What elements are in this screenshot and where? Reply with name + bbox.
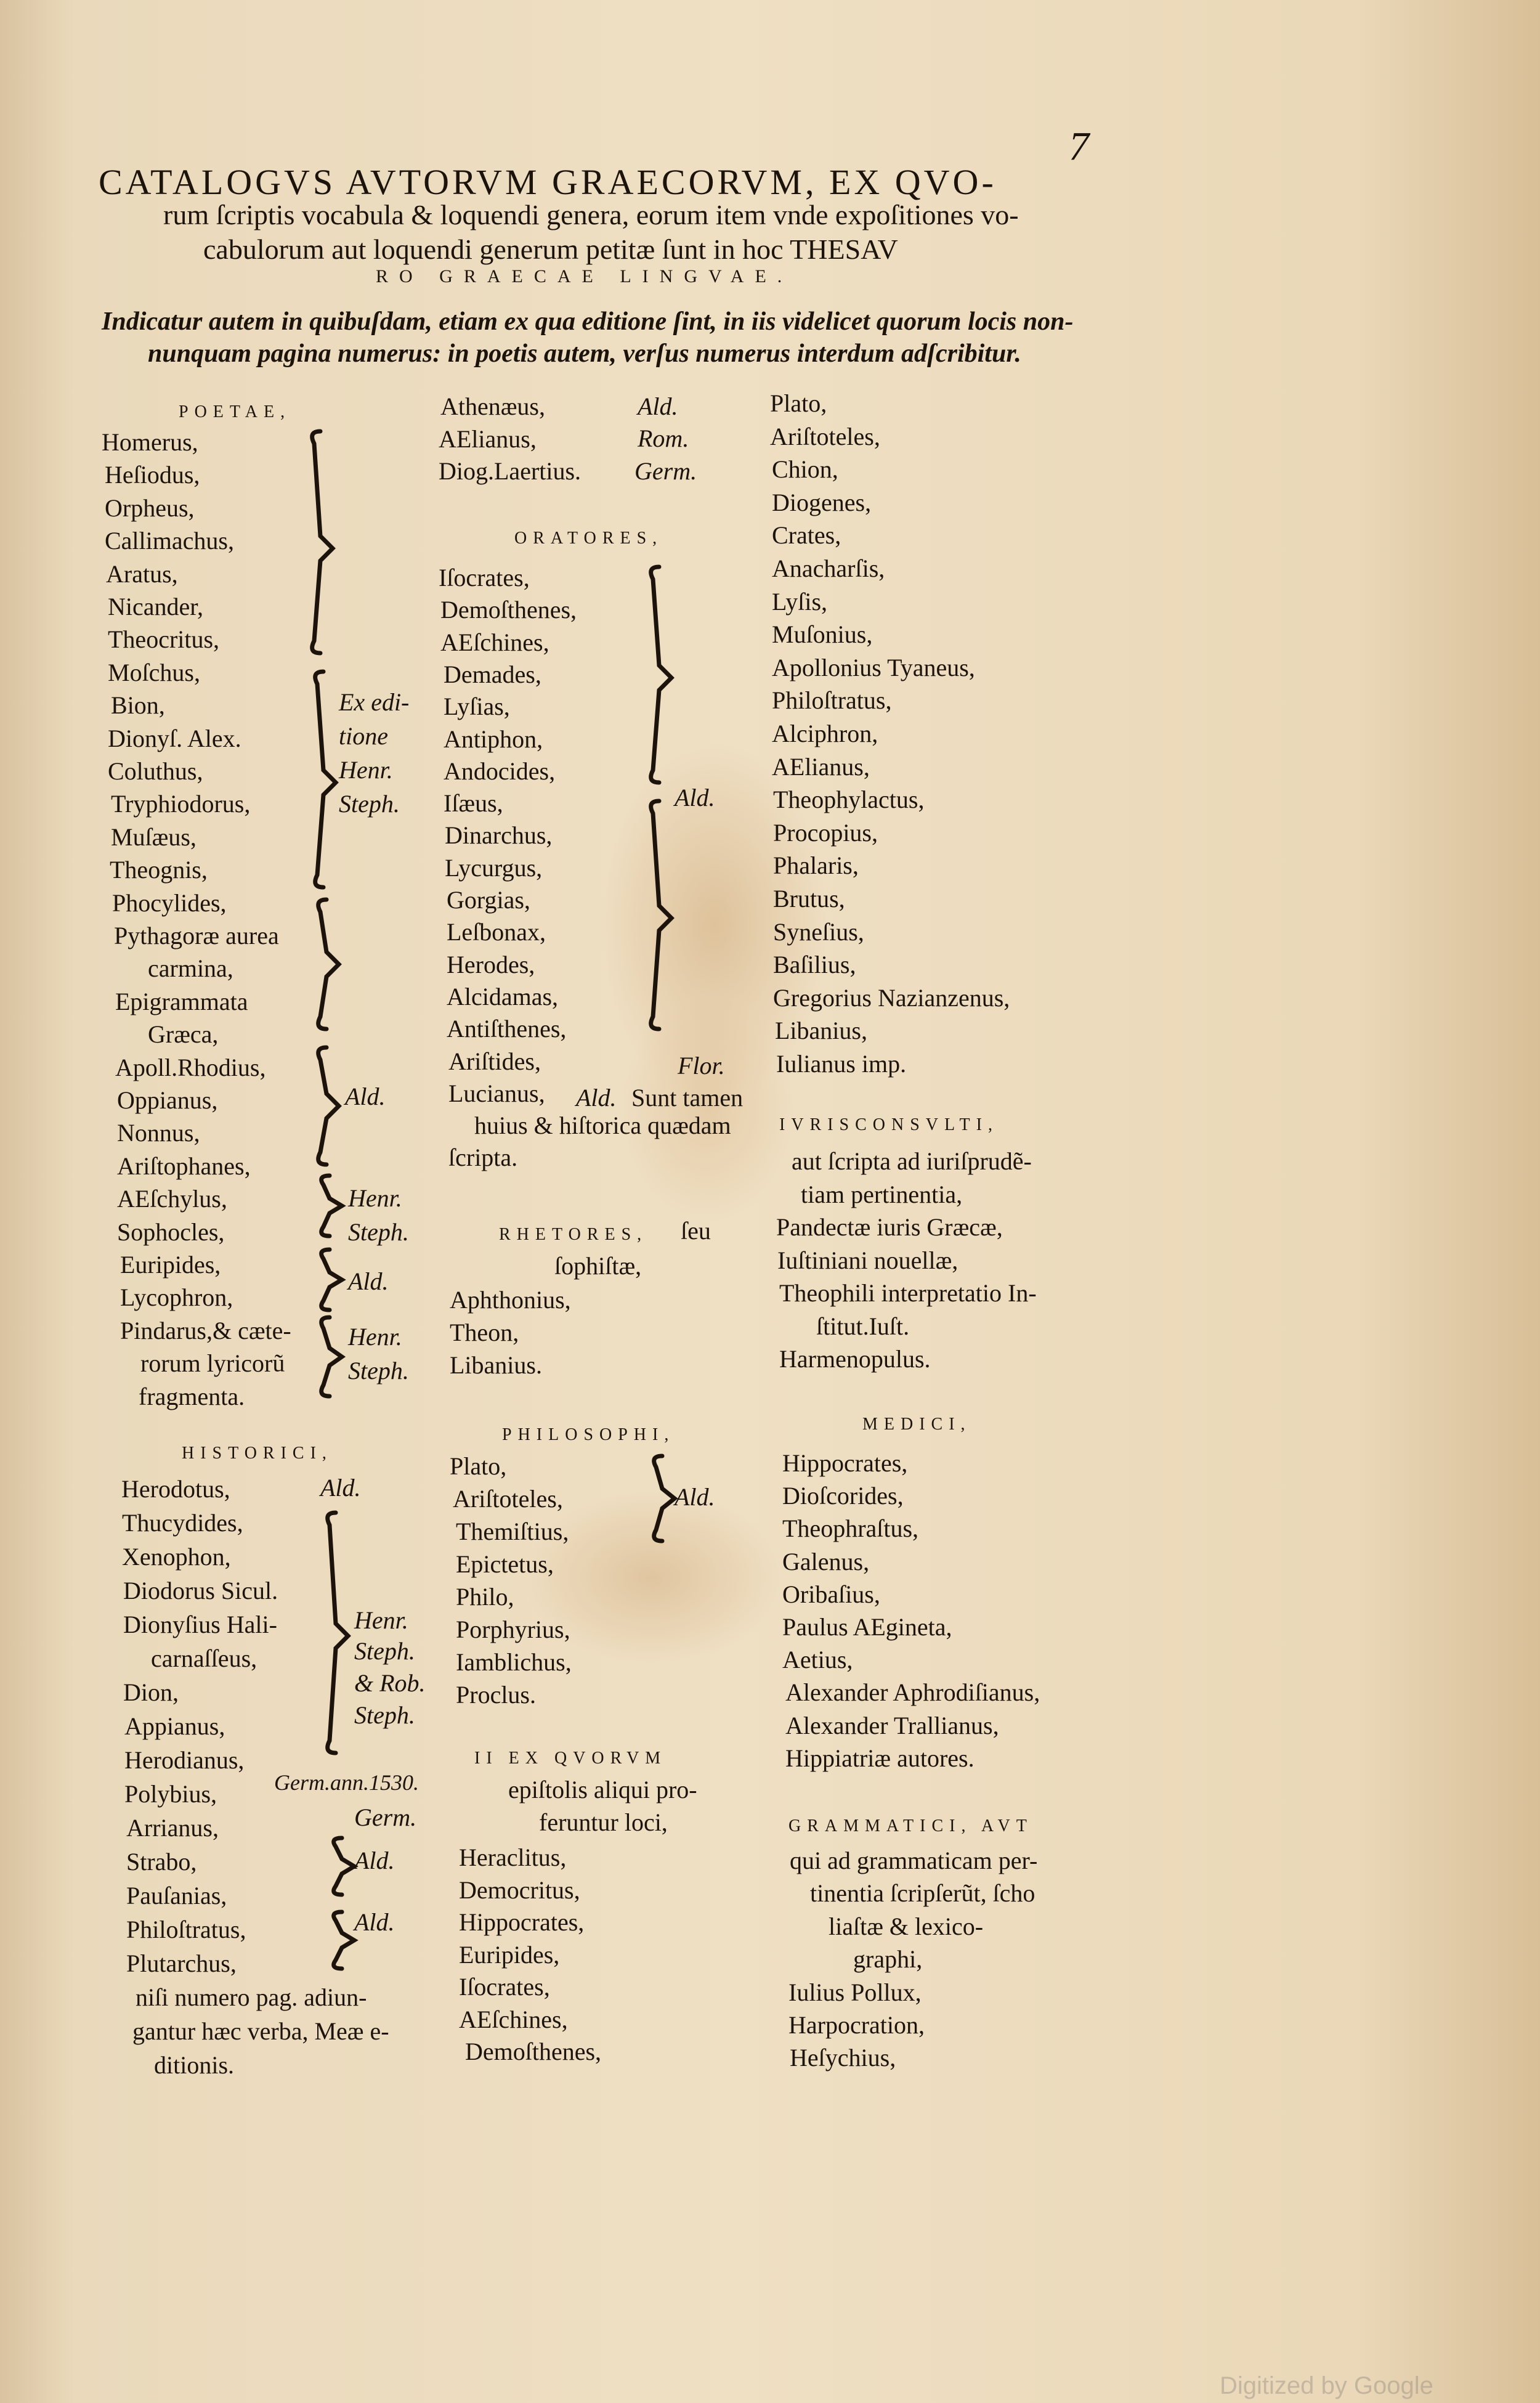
historian-entry: niſi numero pag. adiun- bbox=[136, 1983, 367, 2011]
edition-note: Germ. bbox=[634, 457, 697, 485]
epistolae-heading: II EX QVORVM bbox=[474, 1749, 667, 1768]
author-entry: Gregorius Nazianzenus, bbox=[773, 983, 1010, 1012]
rhetor-entry: Aphthonius, bbox=[450, 1286, 571, 1314]
orator-entry: Antiphon, bbox=[444, 725, 543, 753]
historian-entry: Xenophon, bbox=[122, 1543, 231, 1571]
author-entry: Iulianus imp. bbox=[776, 1050, 907, 1078]
historian-entry: Diodorus Sicul. bbox=[123, 1577, 278, 1604]
poet-entry: Ariſtophanes, bbox=[117, 1152, 251, 1180]
edition-note: Ald. bbox=[675, 1483, 715, 1511]
author-entry: Brutus, bbox=[773, 885, 845, 913]
poet-entry: carmina, bbox=[148, 954, 233, 983]
author-entry: Procopius, bbox=[773, 818, 878, 847]
page-number: 7 bbox=[1069, 124, 1089, 169]
grammarian-entry: tinentia ſcripſerũt, ſcho bbox=[810, 1879, 1035, 1908]
poetae-heading: POETAE, bbox=[179, 402, 291, 421]
philosopher-entry: Philo, bbox=[456, 1583, 514, 1611]
author-entry: Philoſtratus, bbox=[772, 686, 892, 715]
edition-note: Ald. bbox=[638, 392, 678, 420]
jurist-entry: Pandectæ iuris Græcæ, bbox=[776, 1213, 1003, 1241]
poet-entry: Callimachus, bbox=[105, 527, 234, 555]
edition-note: Germ. bbox=[354, 1803, 417, 1831]
poet-entry: Nicander, bbox=[108, 593, 203, 620]
physician-entry: Oribaſius, bbox=[782, 1580, 880, 1608]
digitization-watermark: Digitized by Google bbox=[1220, 2372, 1433, 2399]
edition-note: Ald. bbox=[675, 784, 715, 811]
historian-entry: Dionyſius Hali- bbox=[123, 1611, 277, 1638]
edition-note: Ald. bbox=[354, 1847, 395, 1874]
edition-note: Steph. bbox=[354, 1637, 415, 1665]
author-entry: Diogenes, bbox=[772, 488, 872, 516]
physician-entry: Alexander Aphrodiſianus, bbox=[785, 1678, 1040, 1707]
poet-entry: Bion, bbox=[111, 691, 165, 720]
historian-entry: gantur hæc verba, Meæ e- bbox=[132, 2017, 389, 2045]
jurist-entry: ſtitut.Iuſt. bbox=[816, 1312, 910, 1340]
orator-entry: huius & hiſtorica quædam bbox=[474, 1112, 731, 1140]
title-line-1: CATALOGVS AVTORVM GRAECORVM, EX QVO- bbox=[99, 162, 997, 202]
philosopher-entry: Themiſtius, bbox=[456, 1518, 569, 1545]
author-entry: Apollonius Tyaneus, bbox=[772, 653, 975, 681]
historian-entry: Herodianus, bbox=[124, 1746, 245, 1774]
edition-note: Steph. bbox=[354, 1701, 415, 1729]
physician-entry: Hippiatriæ autores. bbox=[785, 1744, 975, 1772]
title-line-3: cabulorum aut loquendi generum petitæ ſunt in hoc THESAV bbox=[203, 234, 898, 265]
author-entry: Baſilius, bbox=[773, 951, 856, 979]
author-entry: Chion, bbox=[772, 455, 838, 484]
brace-icon bbox=[311, 1171, 348, 1245]
physician-entry: Aetius, bbox=[782, 1646, 853, 1674]
philosopher-entry: Iamblichus, bbox=[456, 1648, 572, 1676]
orator-entry: Alcidamas, bbox=[447, 982, 559, 1010]
poet-entry: Pythagoræ aurea bbox=[114, 922, 279, 949]
edition-note: Henr. bbox=[348, 1323, 402, 1351]
orator-entry: Ariſtides, bbox=[448, 1047, 541, 1075]
orator-entry: Herodes, bbox=[447, 950, 535, 978]
orator-entry: AEſchines, bbox=[440, 628, 549, 656]
edition-note: Ald. bbox=[345, 1083, 386, 1110]
edition-note: Ex edi- bbox=[339, 688, 410, 716]
jurist-entry: Iuſtiniani nouellæ, bbox=[777, 1246, 958, 1274]
historian-entry: Thucydides, bbox=[122, 1509, 243, 1537]
orator-entry: Leſbonax, bbox=[447, 918, 546, 946]
poet-entry: Lycophron, bbox=[120, 1283, 233, 1312]
poet-entry: AEſchylus, bbox=[117, 1185, 227, 1213]
poet-entry: Aratus, bbox=[106, 559, 178, 588]
orator-entry: Gorgias, bbox=[447, 886, 530, 914]
grammarian-entry: qui ad grammaticam per- bbox=[790, 1847, 1038, 1874]
edition-note: Steph. bbox=[348, 1357, 409, 1384]
author-entry: Anacharſis, bbox=[772, 555, 885, 582]
brace-icon bbox=[641, 561, 678, 795]
physician-entry: Dioſcorides, bbox=[782, 1482, 904, 1510]
poet-entry: Coluthus, bbox=[108, 757, 203, 785]
subtitle-line-1: Indicatur autem in quibuſdam, etiam ex qua editione ſint, in iis videlicet quorum locis non- bbox=[102, 307, 1074, 336]
philosopher-entry: Proclus. bbox=[456, 1681, 536, 1709]
brace-icon bbox=[302, 425, 339, 659]
edition-note: Flor. bbox=[678, 1052, 725, 1080]
author-entry: Theophylactus, bbox=[773, 786, 925, 814]
jurist-entry: Harmenopulus. bbox=[779, 1345, 931, 1373]
poet-entry: Pindarus,& cæte- bbox=[120, 1316, 291, 1344]
edition-note: Henr. bbox=[339, 756, 393, 784]
epistle-author-entry: Democritus, bbox=[459, 1876, 580, 1904]
edition-note: Henr. bbox=[348, 1184, 402, 1212]
edition-note: Steph. bbox=[339, 790, 400, 818]
author-entry: Plato, bbox=[770, 389, 827, 417]
poet-entry: Sophocles, bbox=[117, 1218, 225, 1246]
philosopher-entry: Porphyrius, bbox=[456, 1616, 570, 1643]
poet-entry: Theocritus, bbox=[108, 625, 220, 654]
edition-note: Germ.ann.1530. bbox=[274, 1770, 419, 1795]
poet-entry: Homerus, bbox=[102, 428, 198, 456]
historian-entry: Plutarchus, bbox=[126, 1950, 237, 1977]
oratores-note: Sunt tamen bbox=[631, 1084, 744, 1112]
poet-entry: Nonnus, bbox=[117, 1119, 200, 1147]
epistle-author-entry: Hippocrates, bbox=[459, 1908, 585, 1936]
orator-entry: Dinarchus, bbox=[445, 821, 553, 850]
historian-entry: Arrianus, bbox=[126, 1814, 219, 1842]
edition-note: Ald. bbox=[576, 1084, 617, 1112]
epistle-author-entry: AEſchines, bbox=[459, 2005, 568, 2033]
orator-entry: Lyſias, bbox=[444, 693, 510, 721]
epistle-author-entry: Iſocrates, bbox=[459, 1973, 550, 2001]
physician-entry: Paulus AEgineta, bbox=[782, 1613, 952, 1641]
author-entry: AElianus, bbox=[772, 752, 870, 781]
poet-entry: Phocylides, bbox=[112, 888, 227, 917]
physician-entry: Hippocrates, bbox=[782, 1449, 908, 1477]
author-entry: Ariſtoteles, bbox=[770, 422, 880, 450]
rhetor-entry: Theon, bbox=[450, 1319, 519, 1346]
author-entry: AElianus, bbox=[439, 425, 537, 453]
poet-entry: Oppianus, bbox=[117, 1086, 218, 1114]
subtitle-line-2: nunquam pagina numerus: in poetis autem, verſus numerus interdum adſcribitur. bbox=[148, 340, 1021, 368]
brace-icon bbox=[317, 1506, 354, 1765]
rhetores-heading-tail: ſeu bbox=[681, 1217, 711, 1245]
iurisconsulti-heading: IVRISCONSVLTI, bbox=[779, 1115, 999, 1134]
historian-entry: Polybius, bbox=[124, 1780, 217, 1808]
grammatici-heading: GRAMMATICI, AVT bbox=[788, 1816, 1033, 1836]
orator-entry: ſcripta. bbox=[448, 1144, 518, 1172]
poet-entry: fragmenta. bbox=[139, 1382, 245, 1410]
historici-heading: HISTORICI, bbox=[182, 1444, 333, 1463]
edition-note: tione bbox=[339, 722, 388, 750]
brace-icon bbox=[305, 665, 342, 900]
brace-icon bbox=[311, 1245, 348, 1319]
grammarian-entry: graphi, bbox=[853, 1945, 923, 1974]
poet-entry: Apoll.Rhodius, bbox=[115, 1053, 266, 1081]
author-entry: Alciphron, bbox=[772, 720, 878, 747]
edition-note: & Rob. bbox=[354, 1669, 426, 1697]
orator-entry: Iſocrates, bbox=[439, 564, 530, 592]
edition-note: Rom. bbox=[638, 425, 689, 452]
poet-entry: Euripides, bbox=[120, 1251, 221, 1279]
orator-entry: Iſæus, bbox=[444, 789, 503, 818]
epistle-author-entry: Euripides, bbox=[459, 1940, 560, 1969]
title-line-4: RO GRAECAE LINGVAE. bbox=[376, 266, 793, 287]
orator-entry: Demades, bbox=[444, 660, 541, 688]
orator-entry: Lycurgus, bbox=[445, 853, 543, 882]
edition-note: Ald. bbox=[354, 1908, 395, 1936]
oratores-heading: ORATORES, bbox=[514, 529, 663, 548]
grammarian-entry: Iulius Pollux, bbox=[788, 1978, 922, 2006]
philosophi-heading: PHILOSOPHI, bbox=[502, 1425, 675, 1444]
author-entry: Syneſius, bbox=[773, 917, 864, 946]
edition-note: Ald. bbox=[320, 1474, 361, 1502]
philosopher-entry: Ariſtoteles, bbox=[453, 1485, 563, 1513]
poet-entry: Græca, bbox=[148, 1020, 219, 1049]
brace-icon bbox=[641, 795, 678, 1041]
edition-note: Henr. bbox=[354, 1606, 408, 1634]
philosopher-entry: Plato, bbox=[450, 1452, 507, 1480]
epistle-author-entry: Heraclitus, bbox=[459, 1844, 567, 1871]
grammarian-entry: liaſtæ & lexico- bbox=[829, 1912, 984, 1940]
epistle-author-entry: Demoſthenes, bbox=[465, 2038, 602, 2065]
author-entry: Crates, bbox=[772, 521, 841, 550]
grammarian-entry: Heſychius, bbox=[790, 2044, 896, 2072]
author-entry: Phalaris, bbox=[773, 852, 859, 880]
historian-entry: Appianus, bbox=[124, 1712, 225, 1740]
orator-entry: Lucianus, bbox=[448, 1079, 545, 1107]
jurist-entry: tiam pertinentia, bbox=[801, 1180, 963, 1208]
epistolae-heading-2: epiſtolis aliqui pro- bbox=[508, 1776, 697, 1803]
historian-entry: ditionis. bbox=[154, 2051, 235, 2079]
historian-entry: Pauſanias, bbox=[126, 1882, 227, 1909]
poet-entry: Heſiodus, bbox=[105, 461, 200, 489]
edition-note: Steph. bbox=[348, 1218, 409, 1246]
historian-entry: Herodotus, bbox=[121, 1475, 230, 1503]
edition-note: Ald. bbox=[348, 1267, 389, 1295]
poet-entry: Orpheus, bbox=[105, 494, 195, 522]
physician-entry: Theophraſtus, bbox=[782, 1515, 919, 1543]
jurist-entry: Theophili interpretatio In- bbox=[779, 1279, 1037, 1307]
physician-entry: Galenus, bbox=[782, 1547, 870, 1576]
orator-entry: Demoſthenes, bbox=[440, 596, 577, 624]
author-entry: Libanius, bbox=[775, 1017, 867, 1045]
rhetores-heading: RHETORES, bbox=[499, 1225, 648, 1244]
physician-entry: Alexander Trallianus, bbox=[785, 1711, 999, 1739]
brace-icon bbox=[308, 893, 345, 1035]
philosopher-entry: Epictetus, bbox=[456, 1550, 554, 1578]
brace-icon bbox=[311, 1312, 348, 1405]
rhetores-heading-2: ſophiſtæ, bbox=[554, 1252, 642, 1280]
brace-icon bbox=[308, 1041, 345, 1171]
poet-entry: Tryphiodorus, bbox=[111, 790, 251, 818]
poet-entry: rorum lyricorũ bbox=[140, 1349, 285, 1378]
historian-entry: Philoſtratus, bbox=[126, 1916, 246, 1943]
historian-entry: Dion, bbox=[123, 1678, 179, 1706]
author-entry: Muſonius, bbox=[772, 620, 873, 649]
rhetor-entry: Libanius. bbox=[450, 1351, 542, 1379]
epistolae-heading-3: feruntur loci, bbox=[539, 1808, 668, 1836]
title-line-2: rum ſcriptis vocabula & loquendi genera, eorum item vnde expoſitiones vo- bbox=[163, 199, 1019, 230]
poet-entry: Moſchus, bbox=[108, 658, 200, 686]
author-entry: Lyſis, bbox=[772, 587, 828, 616]
poet-entry: Epigrammata bbox=[115, 987, 248, 1015]
orator-entry: Antiſthenes, bbox=[447, 1015, 567, 1043]
poet-entry: Theognis, bbox=[110, 856, 208, 884]
jurist-entry: aut ſcripta ad iuriſprudẽ- bbox=[792, 1147, 1032, 1175]
poet-entry: Dionyſ. Alex. bbox=[108, 724, 241, 752]
author-entry: Athenæus, bbox=[440, 392, 545, 420]
orator-entry: Andocides, bbox=[444, 757, 556, 785]
author-entry: Diog.Laertius. bbox=[439, 457, 582, 485]
medici-heading: MEDICI, bbox=[862, 1415, 971, 1434]
poet-entry: Muſæus, bbox=[111, 823, 197, 851]
historian-entry: Strabo, bbox=[126, 1848, 197, 1876]
historian-entry: carnaſſeus, bbox=[151, 1645, 257, 1672]
grammarian-entry: Harpocration, bbox=[788, 2011, 925, 2039]
